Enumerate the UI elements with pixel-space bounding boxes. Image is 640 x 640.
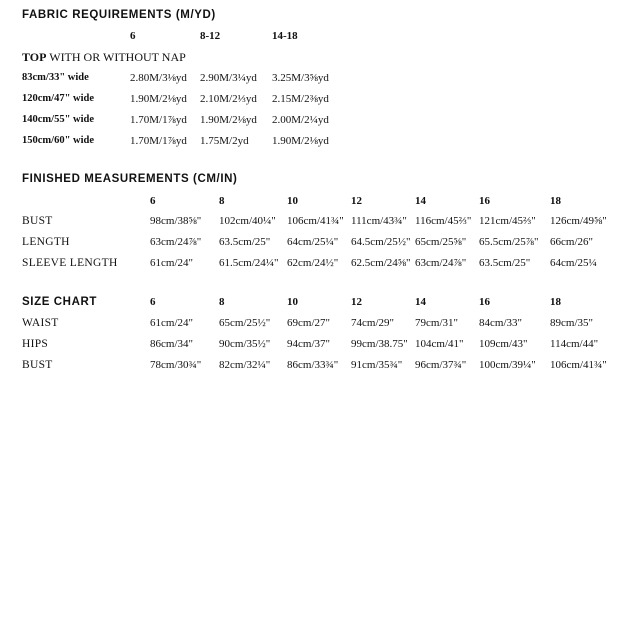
fabric-row-label: 150cm/60" wide (22, 135, 95, 146)
size-row-label: WAIST (22, 317, 59, 329)
size-cell: 109cm/43" (479, 338, 528, 350)
finished-cell: 116cm/45⅔" (415, 215, 472, 227)
top-subheading-rest: WITH OR WITHOUT NAP (46, 50, 186, 64)
finished-cell: 106cm/41¾" (287, 215, 344, 227)
finished-col-header: 16 (479, 195, 490, 207)
finished-col-header: 8 (219, 195, 225, 207)
size-cell: 82cm/32¼" (219, 359, 271, 371)
finished-cell: 63cm/24⅞" (415, 257, 467, 269)
fabric-cell: 2.80M/3⅛yd (130, 72, 187, 84)
finished-cell: 62cm/24½" (287, 257, 339, 269)
finished-row-label: SLEEVE LENGTH (22, 257, 118, 269)
top-subheading (22, 50, 186, 65)
size-cell: 104cm/41" (415, 338, 464, 350)
finished-cell: 102cm/40¼" (219, 215, 276, 227)
finished-col-header: 14 (415, 195, 426, 207)
fabric-cell: 2.00M/2¼yd (272, 114, 329, 126)
size-row-label: BUST (22, 359, 53, 371)
fabric-cell: 1.75M/2yd (200, 135, 249, 147)
fabric-cell: 1.70M/1⅞yd (130, 135, 187, 147)
finished-cell: 61cm/24" (150, 257, 193, 269)
finished-row-label: BUST (22, 215, 53, 227)
fabric-cell: 2.15M/2⅜yd (272, 93, 329, 105)
finished-col-header: 10 (287, 195, 298, 207)
finished-measurements-title: FINISHED MEASUREMENTS (CM/IN) (22, 173, 238, 185)
fabric-cell: 3.25M/3⅝yd (272, 72, 329, 84)
finished-cell: 61.5cm/24¼" (219, 257, 279, 269)
size-cell: 91cm/35¾" (351, 359, 403, 371)
size-cell: 69cm/27" (287, 317, 330, 329)
finished-cell: 98cm/38⅝" (150, 215, 202, 227)
fabric-cell: 1.90M/2⅛yd (130, 93, 187, 105)
size-cell: 106cm/41¾" (550, 359, 607, 371)
fabric-requirements-title: FABRIC REQUIREMENTS (M/YD) (22, 9, 216, 21)
finished-cell: 63.5cm/25" (479, 257, 531, 269)
size-cell: 84cm/33" (479, 317, 522, 329)
size-cell: 89cm/35" (550, 317, 593, 329)
finished-cell: 63cm/24⅞" (150, 236, 202, 248)
size-col-header: 18 (550, 296, 561, 308)
size-cell: 61cm/24" (150, 317, 193, 329)
top-subheading-bold: TOP (22, 50, 47, 64)
size-cell: 100cm/39¼" (479, 359, 536, 371)
size-cell: 90cm/35½" (219, 338, 271, 350)
finished-cell: 121cm/45⅔" (479, 215, 536, 227)
fabric-cell: 2.90M/3¼yd (200, 72, 257, 84)
fabric-col-header: 14-18 (272, 30, 298, 42)
size-cell: 114cm/44" (550, 338, 599, 350)
size-col-header: 10 (287, 296, 298, 308)
size-cell: 86cm/34" (150, 338, 193, 350)
size-row-label: HIPS (22, 338, 49, 350)
size-col-header: 16 (479, 296, 490, 308)
finished-cell: 64cm/25¼ (550, 257, 597, 269)
size-chart-title: SIZE CHART (22, 296, 97, 308)
finished-cell: 64cm/25¼" (287, 236, 339, 248)
finished-cell: 66cm/26" (550, 236, 593, 248)
finished-cell: 126cm/49⅝" (550, 215, 607, 227)
finished-cell: 65.5cm/25⅞" (479, 236, 539, 248)
finished-col-header: 12 (351, 195, 362, 207)
finished-cell: 62.5cm/24⅝" (351, 257, 411, 269)
size-col-header: 6 (150, 296, 156, 308)
finished-cell: 64.5cm/25½" (351, 236, 411, 248)
size-cell: 65cm/25½" (219, 317, 271, 329)
fabric-row-label: 83cm/33" wide (22, 72, 89, 83)
fabric-row-label: 140cm/55" wide (22, 114, 95, 125)
finished-col-header: 6 (150, 195, 156, 207)
fabric-col-header: 8-12 (200, 30, 221, 42)
fabric-cell: 1.70M/1⅞yd (130, 114, 187, 126)
finished-row-label: LENGTH (22, 236, 70, 248)
size-cell: 99cm/38.75" (351, 338, 408, 350)
size-col-header: 14 (415, 296, 426, 308)
size-cell: 79cm/31" (415, 317, 458, 329)
size-cell: 86cm/33¾" (287, 359, 339, 371)
finished-cell: 63.5cm/25" (219, 236, 271, 248)
finished-cell: 111cm/43¾" (351, 215, 407, 227)
finished-col-header: 18 (550, 195, 561, 207)
finished-cell: 65cm/25⅝" (415, 236, 467, 248)
size-cell: 74cm/29" (351, 317, 394, 329)
fabric-cell: 2.10M/2⅓yd (200, 93, 257, 105)
fabric-cell: 1.90M/2⅛yd (272, 135, 329, 147)
size-cell: 94cm/37" (287, 338, 330, 350)
fabric-row-label: 120cm/47" wide (22, 93, 95, 104)
size-col-header: 8 (219, 296, 225, 308)
fabric-col-header: 6 (130, 30, 136, 42)
fabric-cell: 1.90M/2⅛yd (200, 114, 257, 126)
size-cell: 96cm/37¾" (415, 359, 467, 371)
size-cell: 78cm/30¾" (150, 359, 202, 371)
size-col-header: 12 (351, 296, 362, 308)
